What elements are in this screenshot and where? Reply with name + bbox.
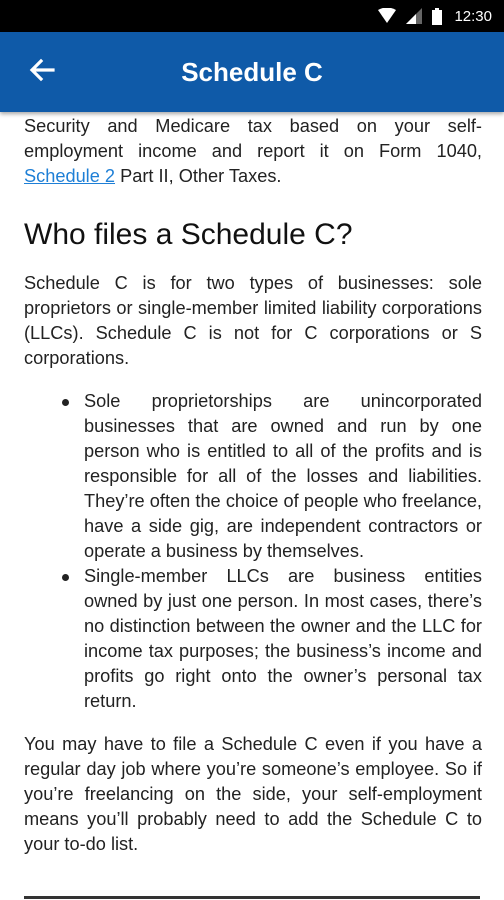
bullet-item-single-member-llcs: Single-member LLCs are business entities owned by just one person. In most cases, there’s no distinction between the owner and the LLC for income tax purposes; the business’s income and profits go right onto the owner’s personal tax return.	[84, 564, 482, 714]
article-content[interactable]	[24, 112, 482, 900]
intro-text-before: Security and Medicare tax based on your self-employment income and report it on Form 1040,	[24, 116, 482, 161]
arrow-back-icon	[29, 58, 55, 87]
status-bar	[0, 0, 504, 32]
battery-icon	[432, 8, 442, 25]
signal-icon	[406, 8, 422, 24]
status-time: 12:30	[454, 7, 492, 25]
page-title: Schedule C	[181, 57, 323, 87]
paragraph-2: You may have to file a Schedule C even if you have a regular day job where you’re someone’s employee. So if you’re freelancing on the side, your self-employment means you’ll probably need to add the Schedule C to your to-do list.	[24, 734, 482, 854]
app-bar	[0, 32, 504, 112]
intro-text-after: Part II, Other Taxes.	[115, 166, 282, 186]
back-button[interactable]	[22, 52, 62, 92]
intro-paragraph	[24, 114, 482, 189]
divider	[24, 896, 480, 899]
bullet-item-sole-proprietorships: Sole proprietorships are unincorporated businesses that are owned and run by one person who is entitled to all of the profits and is responsible for all of the losses and liabilities. They’re often the choice of people who freelance, have a side gig, are independent contractors or operate a business by themselves.	[84, 389, 482, 564]
schedule-2-link[interactable]: Schedule 2	[24, 166, 116, 186]
paragraph-1: Schedule C is for two types of businesses: sole proprietors or single-member limited liability corporations (LLCs). Schedule C is not for C corporations or S corporations.	[24, 273, 482, 368]
wifi-icon	[378, 8, 396, 24]
status-icons	[378, 0, 492, 32]
bullet-list	[24, 389, 482, 714]
section-heading: Who files a Schedule C?	[24, 218, 353, 251]
